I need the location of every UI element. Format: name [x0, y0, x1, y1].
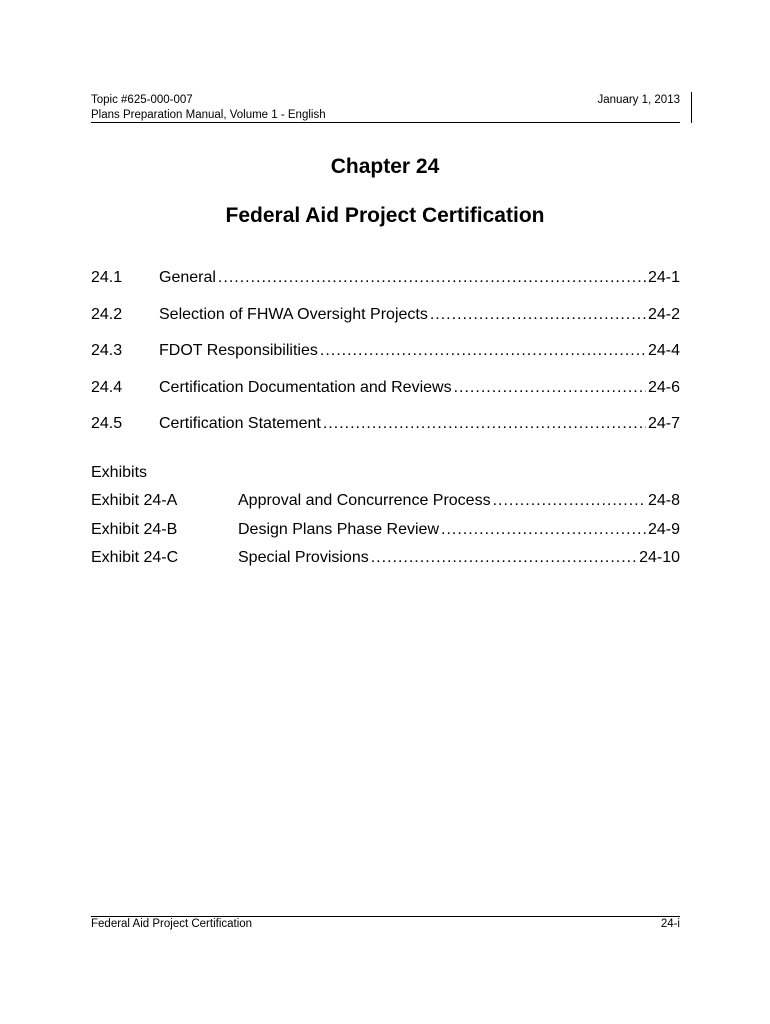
- toc-section-title: General: [159, 269, 216, 286]
- revision-bar: [691, 92, 692, 123]
- chapter-number-title: Chapter 24: [330, 155, 440, 178]
- toc-section-number: 24.4: [91, 378, 123, 396]
- exhibit-entry[interactable]: [91, 545, 680, 574]
- toc-dot-leader: [430, 302, 646, 328]
- exhibit-page-number: 24-9: [647, 520, 680, 538]
- toc-dot-leader: [320, 338, 646, 364]
- header-rule: [91, 122, 680, 123]
- toc-dot-leader: [218, 265, 646, 291]
- exhibit-number: Exhibit 24-A: [91, 492, 178, 509]
- toc-page-number: 24-1: [647, 269, 680, 286]
- exhibit-dot-leader: [371, 545, 637, 571]
- toc-section-title: Certification Statement: [159, 415, 321, 432]
- exhibit-title: Special Provisions: [238, 549, 369, 566]
- table-of-contents: [91, 265, 680, 448]
- exhibit-entry[interactable]: [91, 488, 680, 517]
- toc-entry[interactable]: [91, 411, 680, 448]
- toc-page-number: 24-6: [647, 378, 680, 396]
- header-date: January 1, 2013: [597, 94, 680, 106]
- toc-section-number: 24.2: [91, 305, 123, 323]
- toc-section-number: 24.3: [91, 342, 123, 359]
- manual-name: Plans Preparation Manual, Volume 1 - English: [91, 109, 326, 121]
- exhibit-dot-leader: [493, 488, 646, 514]
- toc-dot-leader: [454, 375, 646, 401]
- toc-section-title: FDOT Responsibilities: [159, 342, 318, 359]
- toc-section-title: Certification Documentation and Reviews: [159, 378, 452, 396]
- exhibit-page-number: 24-8: [647, 492, 680, 509]
- topic-number: Topic #625-000-007: [91, 94, 193, 106]
- page-header-right: [598, 93, 680, 108]
- toc-section-number: 24.1: [91, 269, 123, 286]
- toc-entry[interactable]: [91, 338, 680, 375]
- toc-entry[interactable]: [91, 265, 680, 302]
- page-header-left: [91, 93, 326, 123]
- exhibit-entry[interactable]: [91, 517, 680, 546]
- footer-title: Federal Aid Project Certification: [91, 918, 253, 930]
- exhibits-heading: Exhibits: [91, 464, 148, 481]
- toc-entry[interactable]: [91, 302, 680, 339]
- exhibit-number: Exhibit 24-B: [91, 520, 178, 538]
- toc-section-number: 24.5: [91, 415, 123, 432]
- exhibit-title: Approval and Concurrence Process: [238, 492, 491, 509]
- toc-page-number: 24-7: [647, 415, 680, 432]
- exhibit-page-number: 24-10: [639, 549, 680, 566]
- footer-page-number: 24-i: [660, 918, 680, 930]
- toc-page-number: 24-2: [647, 305, 680, 323]
- chapter-title: Federal Aid Project Certification: [225, 204, 545, 227]
- toc-section-title: Selection of FHWA Oversight Projects: [159, 305, 428, 323]
- toc-dot-leader: [323, 411, 646, 437]
- toc-page-number: 24-4: [647, 342, 680, 359]
- toc-entry[interactable]: [91, 375, 680, 412]
- exhibit-title: Design Plans Phase Review: [238, 520, 439, 538]
- exhibit-dot-leader: [441, 517, 646, 543]
- exhibits-list: [91, 488, 680, 574]
- exhibit-number: Exhibit 24-C: [91, 549, 179, 566]
